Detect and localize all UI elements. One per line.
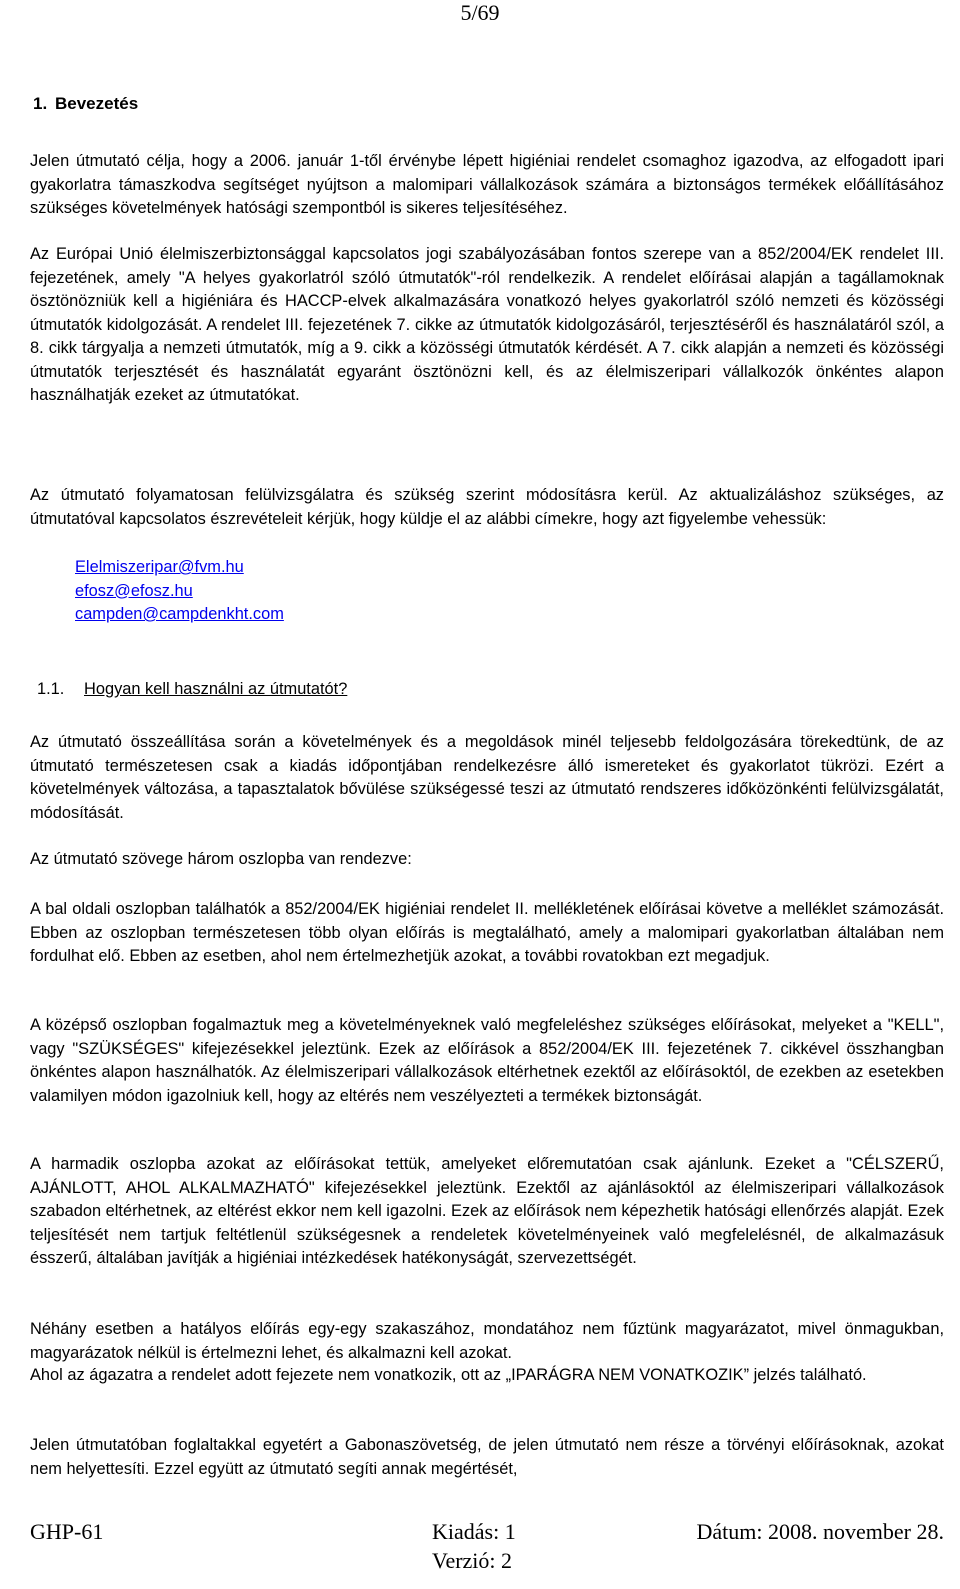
subsection-number: 1.1. [37,680,65,698]
section-number: 1. [33,94,48,113]
footer-date: Dátum: 2008. november 28. [696,1519,944,1544]
subsection-title: Hogyan kell használni az útmutatót? [84,680,348,698]
footer-edition: Kiadás: 1 [432,1519,516,1544]
paragraph-agreement: Jelen útmutatóban foglaltakkal egyetért a Gabonaszövetség, de jelen útmutató nem része a törvényi előírásoknak, azokat nem helyettesíti. Ezzel együtt az útmutató segíti annak megértését, [30,1436,944,1478]
email-link-efosz[interactable]: efosz@efosz.hu [75,581,193,600]
page-footer [0,1515,960,1589]
paragraph-columns-intro: Az útmutató szövege három oszlopba van rendezve: [30,850,412,868]
paragraph-not-applicable: Ahol az ágazatra a rendelet adott fejezete nem vonatkozik, ott az „IPARÁGRA NEM VONATKOZIK” jelzés található. [30,1366,867,1384]
paragraph-review: Az útmutató folyamatosan felülvizsgálatra és szükség szerint módosításra kerül. Az aktualizáláshoz szükséges, az útmutatóval kapcsolatos észrevételeit kérjük, hogy küldje el az alábbi címekre, hogy azt figyelembe vehessük: [30,486,944,528]
subsection-heading [37,678,347,702]
paragraph-compilation: Az útmutató összeállítása során a követelmények és a megoldások minél teljesebb feldolgozására törekedtünk, de az útmutató természetesen csak a kiadás időpontjában rendelkezésre álló ismereteket és gyakorlatot tükrözi. Ezért a követelmények változása, a tapasztalatok bővülése szükségessé teszi az útmutató rendszeres időközönkénti felülvizsgálatát, módosítását. [30,733,944,822]
page-number: 5/69 [460,0,500,25]
section-title: Bevezetés [55,94,139,113]
footer-version: Verzió: 2 [432,1548,513,1573]
paragraph-middle-column: A középső oszlopban fogalmaztuk meg a követelményeknek való megfeleléshez szükséges előírásokat, melyeket a "KELL", vagy "SZÜKSÉGES" kifejezésekkel jeleztünk. Ezek az előírások a 852/2004/EK III. fejezetének 7. cikkével összhangban önkéntes alapon használhatók. Az élelmiszeripari vállalkozások eltérhetnek ezektől az előírásoktól, de ezekben az esetekben valamilyen módon igazolniuk kell, hogy az eltérés nem veszélyezteti a termékek biztonságát. [30,1016,944,1105]
email-list [75,556,284,627]
paragraph-no-explanation: Néhány esetben a hatályos előírás egy-egy szakaszához, mondatához nem fűztünk magyarázatot, mivel önmagukban, magyarázatok nélkül is értelmezni lehet, és alkalmazni kell azokat. [30,1320,944,1362]
email-link-fvm[interactable]: Elelmiszeripar@fvm.hu [75,558,244,576]
paragraph-purpose: Jelen útmutató célja, hogy a 2006. január 1-től érvénybe lépett higiéniai rendelet csomaghoz igazodva, az elfogadott ipari gyakorlatra támaszkodva segítséget nyújtson a malomipari vállalkozások számára a biztonságos termékek előállításához szükséges követelmények hatósági szempontból is sikeres teljesítéséhez. [30,152,944,217]
email-link-campden[interactable]: campden@campdenkht.com [75,605,284,623]
footer-doc-code: GHP-61 [30,1519,104,1544]
paragraph-left-column: A bal oldali oszlopban találhatók a 852/2004/EK higiéniai rendelet II. mellékletének előírásai követve a melléklet számozását. Ebben az oszlopban természetesen több olyan előírás is megtalálható, amely a malomipari gyakorlatban általában nem fordulhat elő. Ebben az esetben, ahol nem értelmezhetjük azokat, a további rovatokban ezt megadjuk. [30,900,944,965]
paragraph-right-column: A harmadik oszlopba azokat az előírásokat tettük, amelyeket előremutatóan csak ajánlunk. Ezeket a "CÉLSZERŰ, AJÁNLOTT, AHOL ALKALMAZHATÓ" kifejezésekkel jeleztünk. Ezektől az ajánlásoktól az élelmiszeripari vállalkozások szabadon eltérhetnek, az eltérést ekkor nem kell igazolni. Ezek az előírások nem képezhetik hatósági ellenőrzés alapját. Ezek teljesítését nem tartjuk feltétlenül szükségesnek a rendeletek követelményeinek való megfelelésnél, de alkalmazásuk ésszerű, általában javítják a higiéniai intézkedések hatékonyságát, szervezettségét. [30,1155,944,1267]
paragraph-eu-regulation: Az Európai Unió élelmiszerbiztonsággal kapcsolatos jogi szabályozásában fontos szerepe van a 852/2004/EK rendelet III. fejezetének, amely "A helyes gyakorlatról szóló útmutatók"-ról rendelkezik. A rendelet előírásai alapján a tagállamoknak ösztönözniük kell a higiéniára és HACCP-elvek alkalmazására vonatkozó helyes gyakorlatról szóló nemzeti és közösségi útmutatók kidolgozását. A rendelet III. fejezetének 7. cikke az útmutatók kidolgozásáról, terjesztéséről és használatáról szól, a 8. cikk tárgyalja a nemzeti útmutatók, míg a 9. cikk a közösségi útmutatók kérdését. A 7. cikk alapján a nemzeti és közösségi útmutatók terjesztését és használatát egyaránt ösztönözni kell, és az élelmiszeripari vállalkozók önkéntes alapon használhatják ezeket az útmutatókat. [30,245,944,404]
